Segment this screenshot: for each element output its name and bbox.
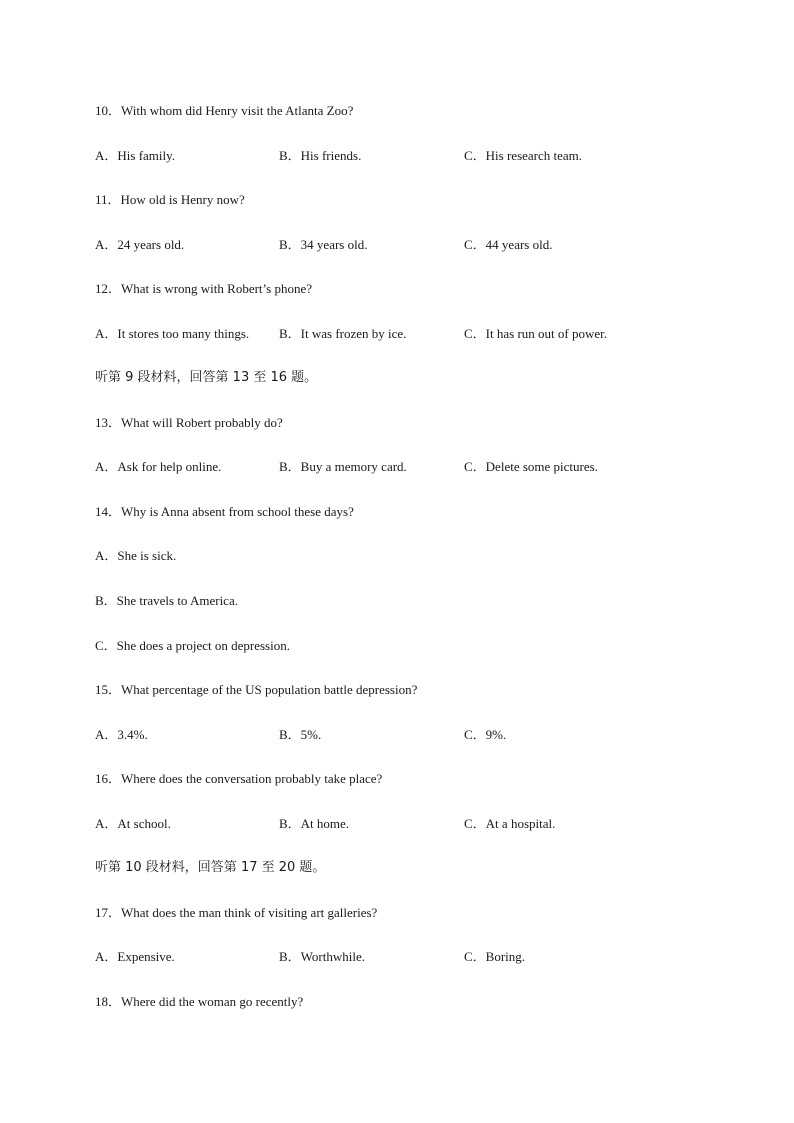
option-16-a: A．At school. [95,816,171,831]
option-11-b: B．34 years old. [279,237,368,252]
option-11-a: A．24 years old. [95,237,185,252]
option-17-b: B．Worthwhile. [279,949,365,964]
question-11: 11．How old is Henry now? [95,192,245,207]
option-13-a: A．Ask for help online. [95,459,222,474]
question-13: 13．What will Robert probably do? [95,415,283,430]
question-16: 16．Where does the conversation probably take place? [95,771,383,786]
question-15: 15．What percentage of the US population battle depression? [95,682,418,697]
section-heading-9: 听第 9 段材料，回答第 13 至 16 题。 [95,370,318,385]
option-11-c: C．44 years old. [464,237,553,252]
option-12-a: A．It stores too many things. [95,326,250,341]
question-12: 12．What is wrong with Robert’s phone? [95,281,312,296]
option-12-b: B．It was frozen by ice. [279,326,407,341]
question-10: 10．With whom did Henry visit the Atlanta Zoo? [95,103,354,118]
section-heading-10: 听第 10 段材料，回答第 17 至 20 题。 [95,860,326,875]
option-15-b: B．5%. [279,727,322,742]
question-14: 14．Why is Anna absent from school these days? [95,504,354,519]
option-16-b: B．At home. [279,816,350,831]
option-14-a: A．She is sick. [95,548,177,563]
option-15-a: A．3.4%. [95,727,148,742]
option-10-c: C．His research team. [464,148,583,163]
option-10-a: A．His family. [95,148,176,163]
option-12-c: C．It has run out of power. [464,326,607,341]
option-10-b: B．His friends. [279,148,362,163]
question-17: 17．What does the man think of visiting art galleries? [95,905,378,920]
option-15-c: C．9%. [464,727,507,742]
question-18: 18．Where did the woman go recently? [95,994,304,1009]
option-13-c: C．Delete some pictures. [464,459,598,474]
option-17-c: C．Boring. [464,949,526,964]
option-14-b: B．She travels to America. [95,593,238,608]
option-17-a: A．Expensive. [95,949,175,964]
option-14-c: C．She does a project on depression. [95,638,290,653]
option-16-c: C．At a hospital. [464,816,556,831]
option-13-b: B．Buy a memory card. [279,459,407,474]
